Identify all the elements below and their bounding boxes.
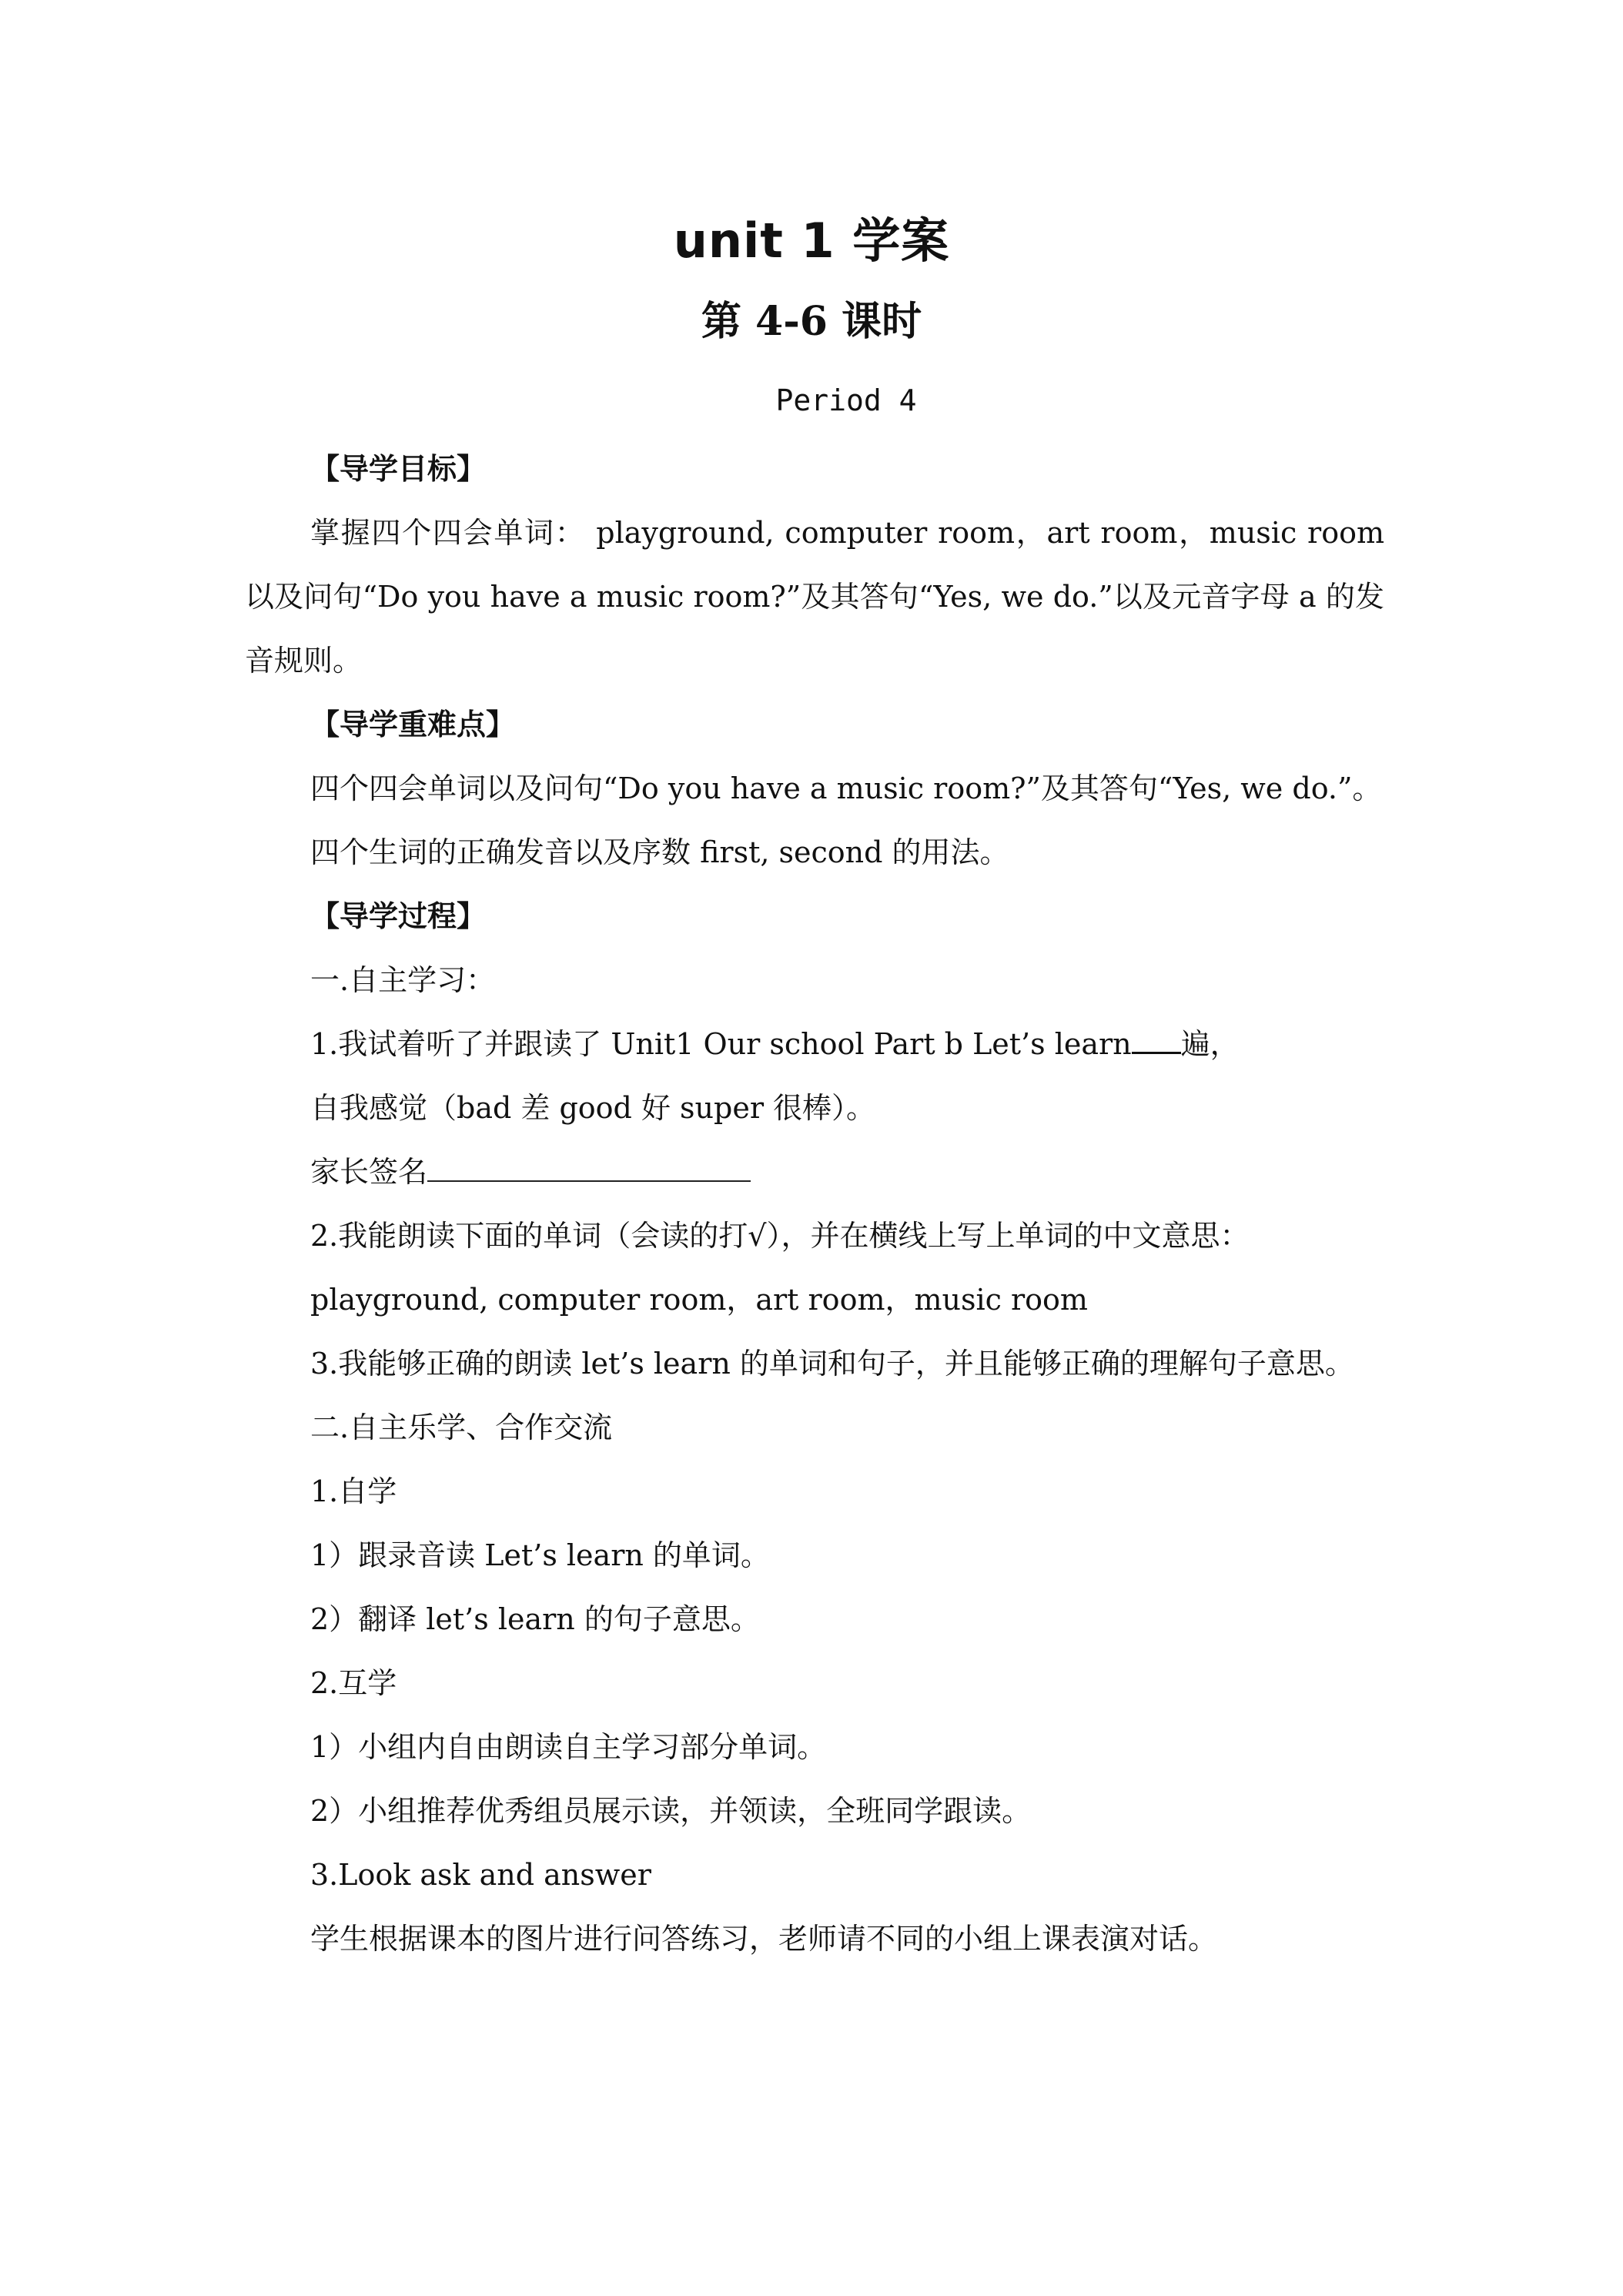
parent-sign-blank[interactable] [427,1150,751,1182]
mutual-study-item-2: 2）小组推荐优秀组员展示读，并领读，全班同学跟读。 [310,1794,1032,1828]
mutual-study-title: 2.互学 [310,1666,397,1700]
key-points-heading: 【导学重难点】 [310,708,516,741]
parent-sign-label: 家长签名 [310,1155,428,1189]
document-title: unit 1 学案 [673,213,950,269]
part2-title: 二.自主乐学、合作交流 [310,1411,613,1444]
period-label: Period 4 [775,383,917,417]
self-study-title: 1.自学 [310,1474,397,1508]
item3-text: 3.我能够正确的朗读 let’s learn 的单词和句子，并且能够正确的理解句子意思。 [310,1347,1354,1381]
item1-suffix: 遍， [1180,1027,1240,1061]
item2-text: 2.我能朗读下面的单词（会读的打√），并在横线上写上单词的中文意思： [310,1219,1250,1253]
document-body [245,437,1384,1971]
part1-title: 一.自主学习： [310,963,496,997]
item2-words: playground, computer room，art room，music room [310,1283,1088,1317]
times-blank[interactable] [1132,1021,1181,1054]
key-points-text-1: 四个四会单词以及问句“Do you have a music room?”及其答句“Yes, we do.”。 [310,771,1382,805]
goal-heading: 【导学目标】 [310,452,487,486]
mutual-study-item-1: 1）小组内自由朗读自主学习部分单词。 [310,1730,827,1764]
look-ask-answer-text: 学生根据课本的图片进行问答练习，老师请不同的小组上课表演对话。 [310,1922,1218,1956]
self-study-item-2: 2）翻译 let’s learn 的句子意思。 [310,1602,760,1636]
parent-sign-line [245,1140,1384,1204]
look-ask-answer-title: 3.Look ask and answer [310,1858,651,1892]
key-points-text-2: 四个生词的正确发音以及序数 first, second 的用法。 [310,835,1009,869]
item1-line [245,1012,1384,1076]
lesson-subtitle: 第 4-6 课时 [701,298,922,345]
process-heading: 【导学过程】 [310,899,487,933]
self-study-item-1: 1）跟录音读 Let’s learn 的单词。 [310,1538,770,1572]
self-rating-line: 自我感觉（bad 差 good 好 super 很棒）。 [310,1091,876,1125]
goal-text: 掌握四个四会单词： playground, computer room，art room，music room 以及问句“Do you have a music room?”及其答句“Yes, we do.”以及元音字母 a 的发音规则。 [245,516,1384,678]
item1-text: 1.我试着听了并跟读了 Unit1 Our school Part b Let’s learn [310,1027,1132,1061]
